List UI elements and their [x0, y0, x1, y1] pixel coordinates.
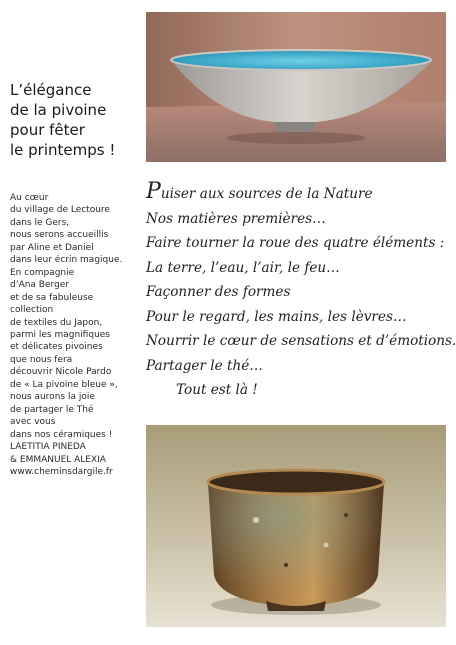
sidebar-line: nous aurons la joie: [10, 392, 95, 403]
sidebar-line: du village de Lectoure: [10, 205, 110, 216]
author-line: & EMMANUEL ALEXIA: [10, 454, 106, 465]
headline-line: de la pivoine: [10, 101, 107, 119]
sidebar-line: par Aline et Daniel: [10, 242, 94, 253]
sidebar-line: En compagnie: [10, 267, 75, 278]
sidebar-line: dans le Gers,: [10, 217, 70, 228]
headline-line: pour fêter: [10, 121, 85, 139]
sidebar-line: dans leur écrin magique.: [10, 255, 123, 266]
poem-line: Pour le regard, les mains, les lèvres…: [146, 308, 407, 325]
sidebar-line: nous serons accueillis: [10, 230, 109, 241]
poem-line: Nourrir le cœur de sensations et d’émotions.: [146, 333, 456, 349]
event-description: [10, 192, 142, 478]
poem: [146, 179, 456, 403]
poem-line: Faire tourner la roue des quatre éléments :: [146, 235, 445, 251]
website-link[interactable]: www.cheminsdargile.fr: [10, 466, 113, 477]
bowl-photo-top: [146, 12, 446, 162]
bowl-photo-bottom: [146, 425, 446, 627]
poem-first-line: uiser aux sources de la Nature: [160, 186, 373, 202]
poem-line: Façonner des formes: [146, 284, 291, 300]
sidebar-line: d’Ana Berger: [10, 280, 70, 291]
sidebar-line: dans nos céramiques !: [10, 429, 113, 440]
headline-line: L’élégance: [10, 81, 92, 99]
poem-dropcap: P: [146, 179, 161, 204]
sidebar-line: Au cœur: [10, 193, 49, 203]
headline-line: le printemps !: [10, 141, 116, 159]
sidebar-line: découvrir Nicole Pardo: [10, 367, 112, 378]
poem-line: Partager le thé…: [146, 357, 263, 374]
sidebar-line: collection: [10, 305, 54, 316]
poem-last-line: Tout est là !: [176, 382, 258, 398]
sidebar-line: de partager le Thé: [10, 404, 94, 415]
poem-line: La terre, l’eau, l’air, le feu…: [146, 259, 340, 276]
sidebar-line: de « La pivoine bleue »,: [10, 379, 118, 390]
sidebar-line: et délicates pivoines: [10, 342, 103, 353]
poem-line: Nos matières premières…: [146, 210, 326, 227]
sidebar-line: de textiles du Japon,: [10, 317, 103, 328]
sidebar-line: parmi les magnifiques: [10, 329, 110, 340]
sidebar-line: avec vous: [10, 417, 56, 428]
poem-line: [146, 180, 446, 207]
sidebar-line: et de sa fabuleuse: [10, 292, 94, 303]
sidebar-line: que nous fera: [10, 354, 73, 365]
headline: [10, 80, 140, 160]
author-line: LAETITIA PINEDA: [10, 442, 86, 453]
